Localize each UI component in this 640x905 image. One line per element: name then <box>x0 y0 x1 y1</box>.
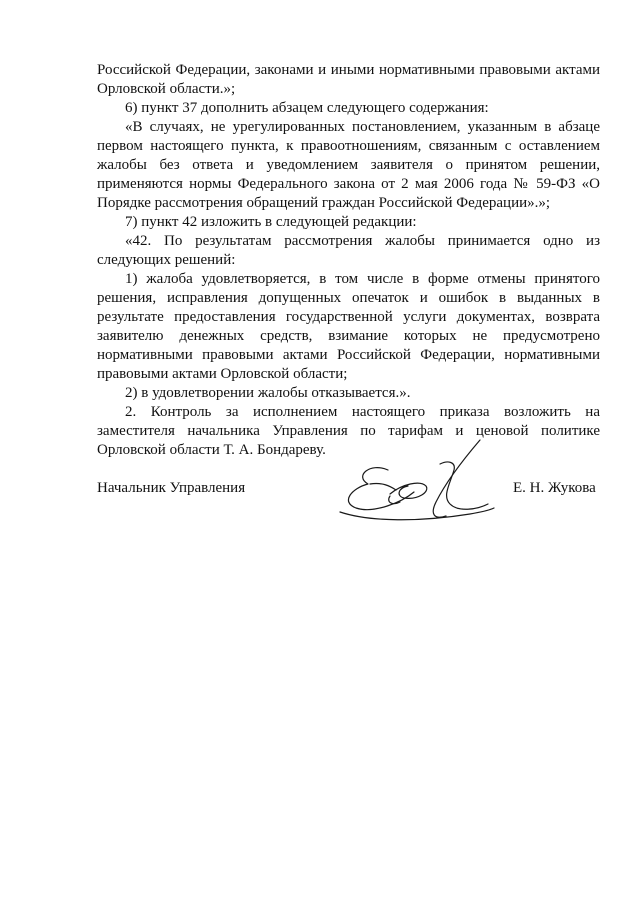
paragraph-quote-point-37: «В случаях, не урегулированных постановлением, указанным в абзаце первом настоящего пункта, к правоотношениям, связанным с оставлением жалобы без ответа и уведомлением заявителя о принятом решении, применяются нормы Федерального закона от 2 мая 2006 года № 59-ФЗ «О Порядке рассмотрения обращений граждан Российской Федерации».»; <box>97 119 600 211</box>
paragraph-item-7: 7) пункт 42 изложить в следующей редакции: <box>125 214 417 230</box>
document-body <box>97 61 600 460</box>
paragraph-decision-2: 2) в удовлетворении жалобы отказывается.». <box>125 385 411 401</box>
signatory-title: Начальник Управления <box>97 480 246 496</box>
signatory-name: Е. Н. Жукова <box>513 480 596 496</box>
paragraph-point-42: «42. По результатам рассмотрения жалобы принимается одно из следующих решений: <box>97 233 600 268</box>
paragraph-continuation: Российской Федерации, законами и иными нормативными правовыми актами Орловской области.»; <box>97 62 600 97</box>
paragraph-control-clause: 2. Контроль за исполнением настоящего приказа возложить на заместителя начальника Управления по тарифам и ценовой политике Орловской области Т. А. Бондареву. <box>97 404 600 458</box>
paragraph-item-6: 6) пункт 37 дополнить абзацем следующего содержания: <box>125 100 489 116</box>
handwritten-signature <box>330 430 500 530</box>
paragraph-decision-1: 1) жалоба удовлетворяется, в том числе в форме отмены принятого решения, исправления допущенных опечаток и ошибок в выданных в результате предоставления государственной услуги документах, возврата заявителю денежных средств, взимание которых не предусмотрено нормативными правовыми актами Российской Федерации, нормативными правовыми актами Орловской области; <box>97 271 600 382</box>
